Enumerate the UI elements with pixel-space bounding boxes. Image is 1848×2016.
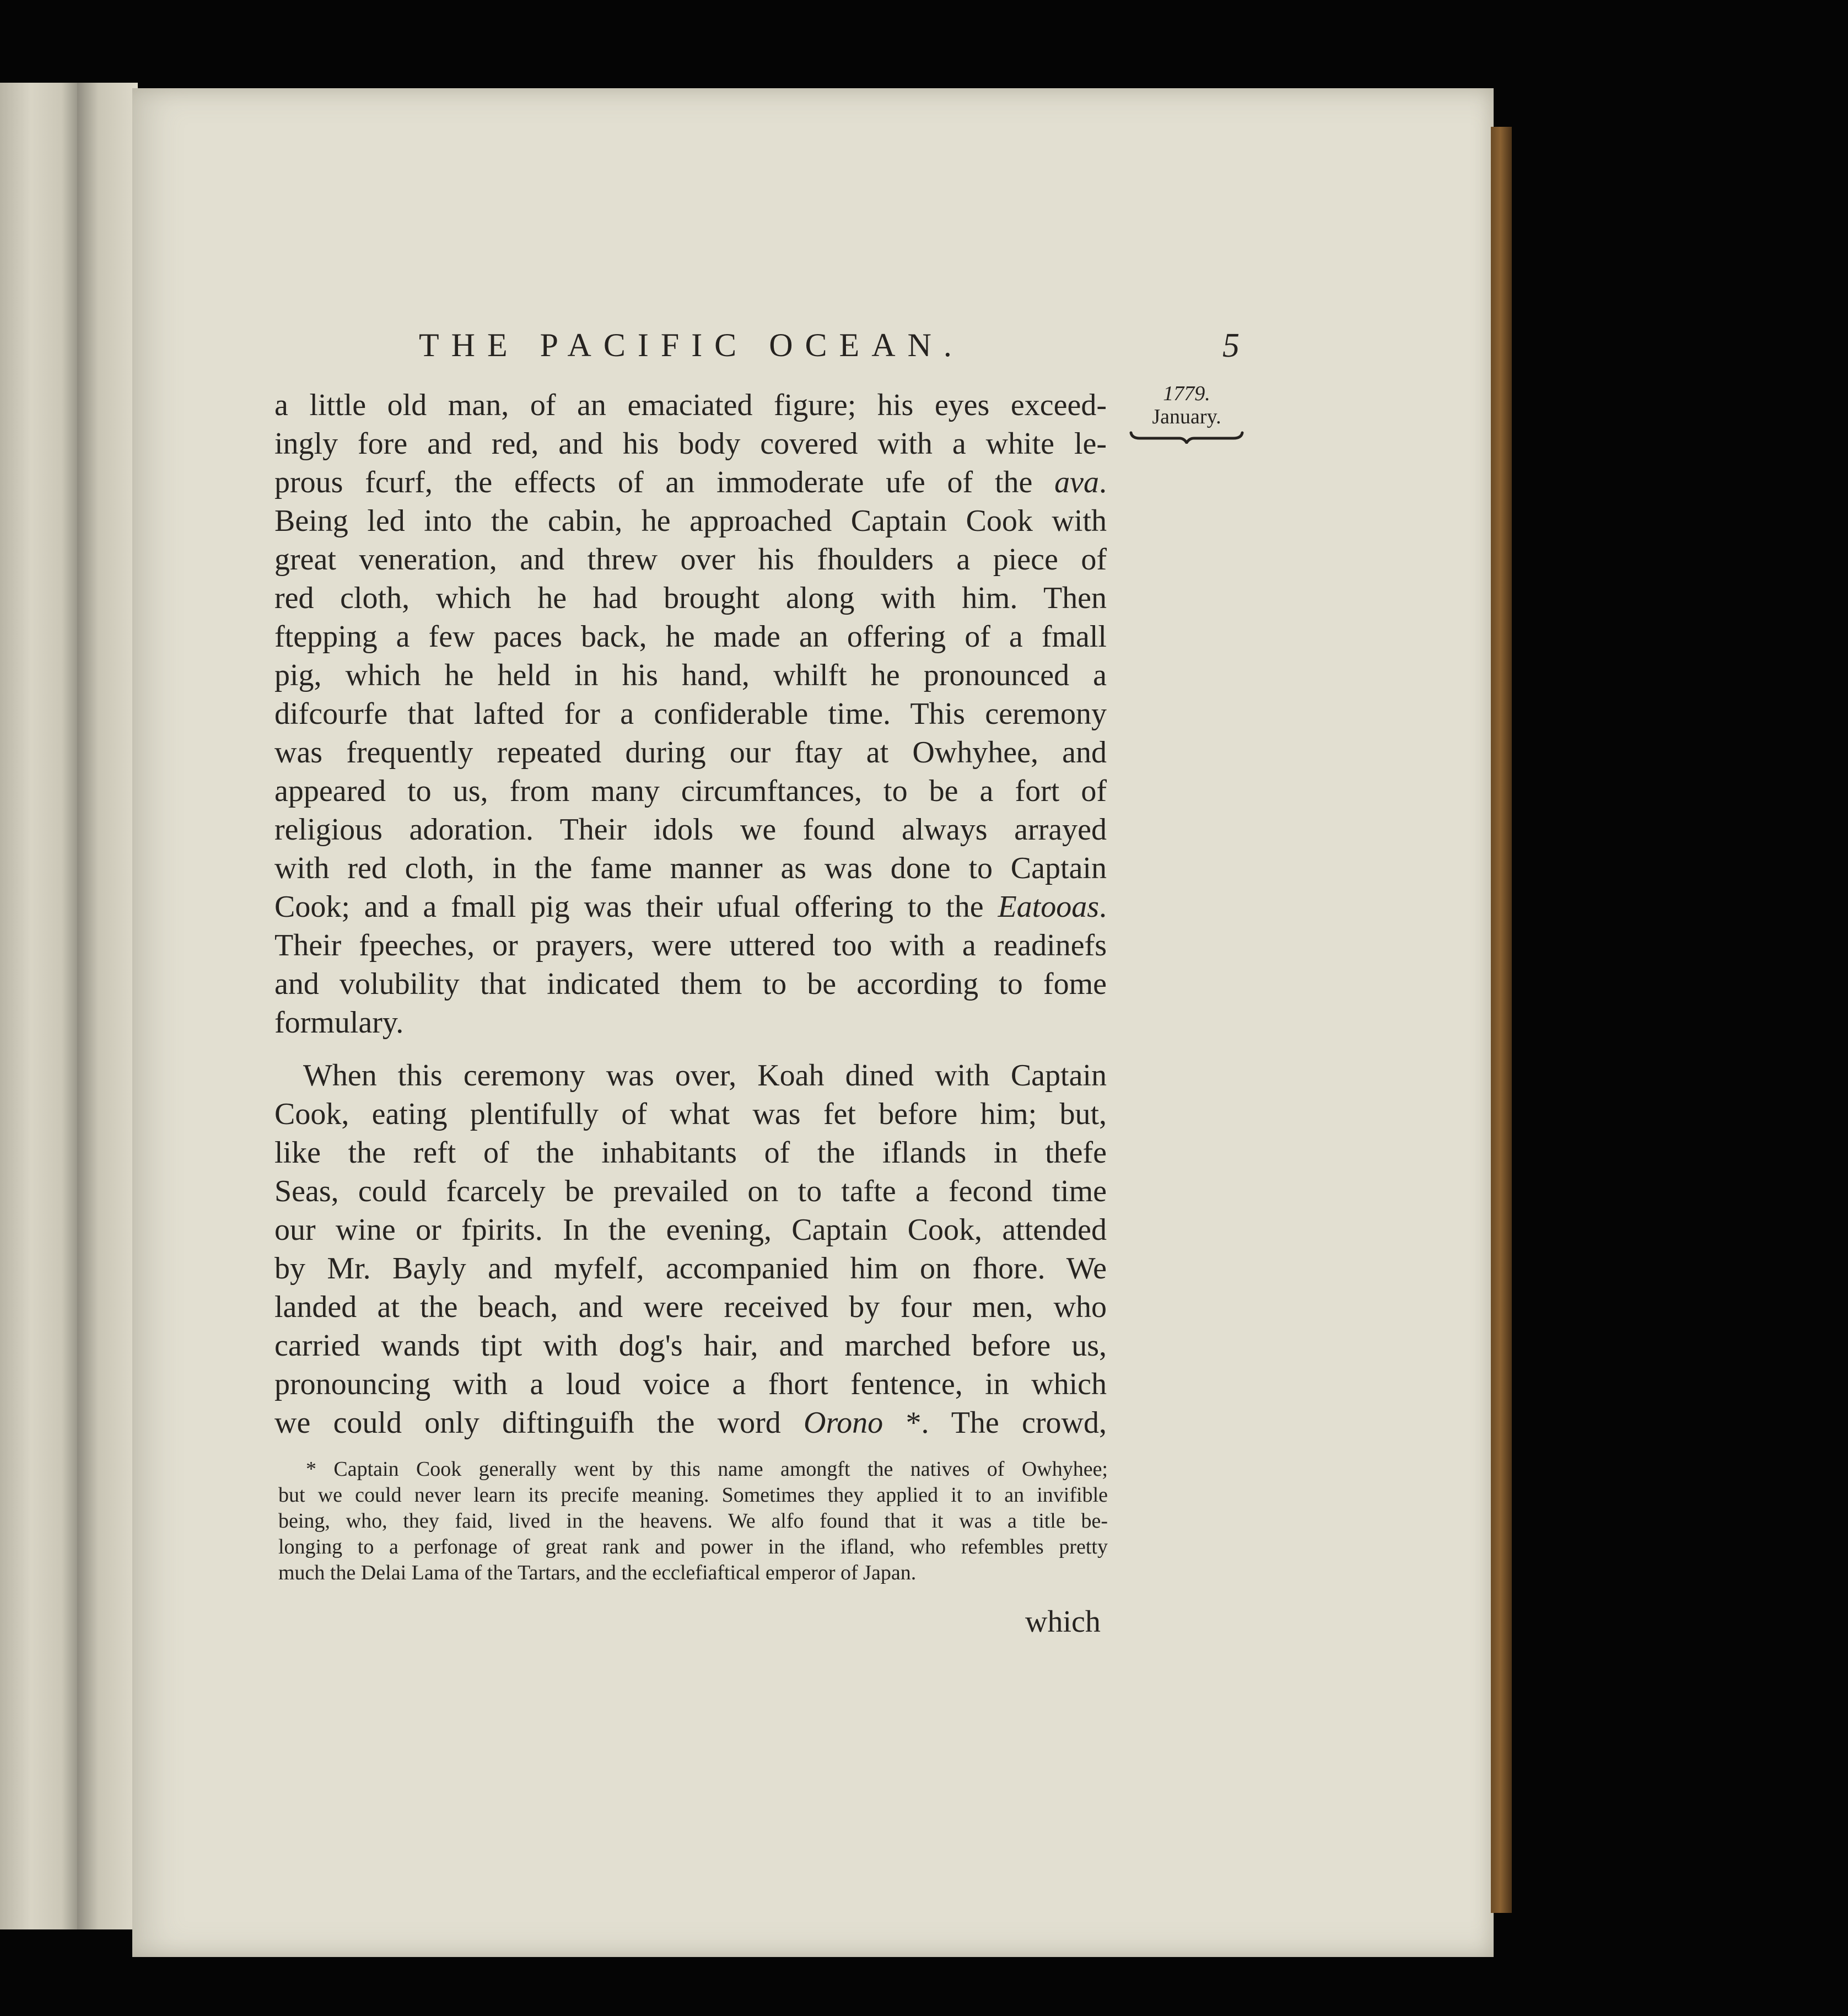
text-line: carried wands tipt with dog's hair, and marched before us, [274,1329,1107,1363]
text-line: pronouncing with a loud voice a fhort fentence, in which [274,1367,1107,1401]
book-gutter [77,83,138,1929]
text-line: like the reft of the inhabitants of the iflands in thefe [274,1136,1107,1170]
text-line: Their fpeeches, or prayers, were uttered too with a readinefs [274,928,1107,963]
text-line: and volubility that indicated them to be according to fome [274,967,1107,1001]
text-line: formulary. [274,1006,404,1040]
text-line: with red cloth, in the fame manner as was done to Captain [274,851,1107,885]
margin-month: January. [1152,405,1221,428]
text-line: Cook; and a fmall pig was their ufual offering to the Eatooas. [274,890,1107,924]
text-line: Being led into the cabin, he approached Captain Cook with [274,504,1107,538]
paragraph-gap [274,1042,1107,1056]
margin-brace-icon [1123,431,1250,446]
text-line: landed at the beach, and were received by four men, who [274,1290,1107,1324]
text-line: a little old man, of an emaciated figure; his eyes exceed- [274,388,1107,422]
text-line: ftepping a few paces back, he made an offering of a fmall [274,620,1107,654]
text-line: our wine or fpirits. In the evening, Captain Cook, attended [274,1213,1107,1247]
footnote-line: longing to a perfonage of great rank and power in the ifland, who refembles pretty [278,1535,1108,1558]
text-line: When this ceremony was over, Koah dined with Captain [303,1058,1107,1093]
text-line: pig, which he held in his hand, whilft he pronounced a [274,658,1107,692]
text-line: great veneration, and threw over his fhoulders a piece of [274,542,1107,577]
text-line: we could only diftinguifh the word Orono *. The crowd, [274,1406,1107,1440]
footnote-line: but we could never learn its precife meaning. Sometimes they applied it to an invifible [278,1483,1108,1507]
text-line: appeared to us, from many circumftances, to be a fort of [274,774,1107,808]
text-line: was frequently repeated during our ftay at Owhyhee, and [274,735,1107,770]
margin-year: 1779. [1163,382,1210,405]
footnote-line: much the Delai Lama of the Tartars, and the ecclefiaftical emperor of Japan. [278,1561,917,1584]
footnote-line: being, who, they faid, lived in the heavens. We alfo found that it was a title be- [278,1509,1108,1533]
text-line: Cook, eating plentifully of what was fet before him; but, [274,1097,1107,1131]
paragraph-1 [274,386,1107,1042]
facing-page-edge [0,83,77,1929]
text-line: ingly fore and red, and his body covered with a white le- [274,427,1107,461]
margin-date-note [1123,383,1250,446]
main-text [274,386,1107,1442]
footnote [278,1456,1108,1586]
catchword: which [1025,1605,1101,1639]
page-number: 5 [1222,327,1240,364]
text-line: religious adoration. Their idols we found always arrayed [274,813,1107,847]
text-line: difcourfe that lafted for a confiderable time. This ceremony [274,697,1107,731]
running-head: THE PACIFIC OCEAN. [419,327,964,363]
text-line: Seas, could fcarcely be prevailed on to tafte a fecond time [274,1174,1107,1208]
paragraph-2 [274,1056,1107,1442]
text-line: prous fcurf, the effects of an immoderate ufe of the ava. [274,465,1107,499]
binding-board-edge [1491,127,1512,1913]
footnote-line: * Captain Cook generally went by this name amongft the natives of Owhyhee; [306,1458,1108,1481]
text-line: red cloth, which he had brought along with him. Then [274,581,1107,615]
text-line: by Mr. Bayly and myfelf, accompanied him on fhore. We [274,1251,1107,1286]
